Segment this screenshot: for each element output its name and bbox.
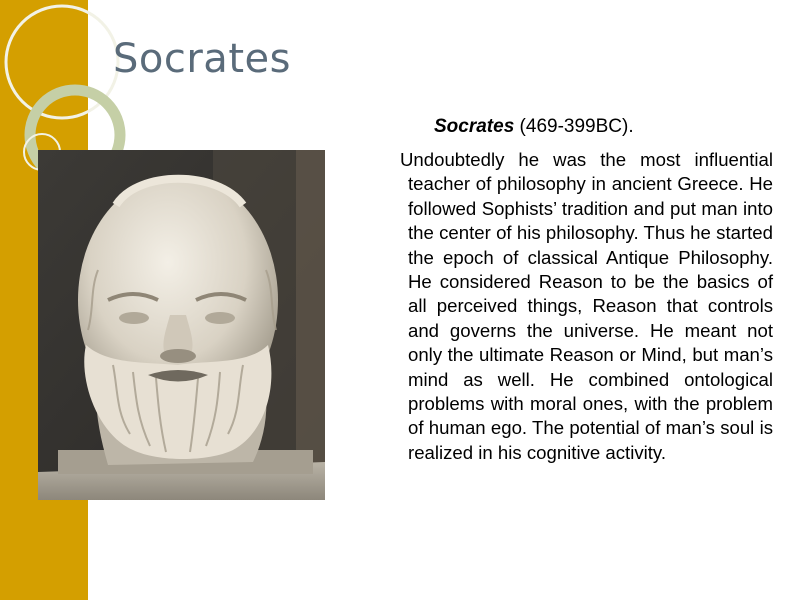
slide-body-text: Undoubtedly he was the most influential teacher of philosophy in ancient Greece. He followed Sophists’ tradition and put man into the center of his philosophy. Thus he started the epoch of classical Antique Philosophy. He considered Reason to be the basics of all perceived things, Reason that controls and governs the universe. He meant not only the ultimate Reason or Mind, but man’s mind as well. He combined ontological problems with moral ones, with the problem of human ego. The potential of man’s soul is realized in his cognitive activity. (400, 149, 773, 463)
slide-title: Socrates (113, 36, 291, 82)
heading-dates: (469-399BC). (514, 116, 634, 137)
socrates-bust-image (38, 150, 325, 500)
heading-name: Socrates (434, 116, 515, 137)
slide-heading (434, 116, 634, 138)
